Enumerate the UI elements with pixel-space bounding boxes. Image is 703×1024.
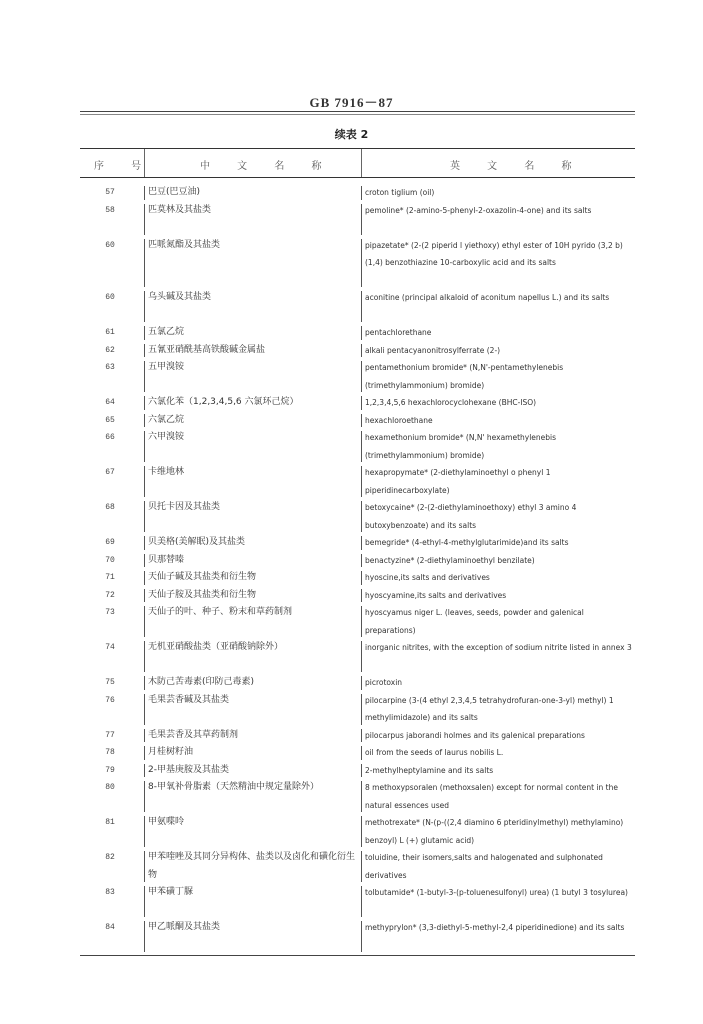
chinese-name: 8-甲氧补骨脂素（天然精油中规定量除外） <box>148 782 319 792</box>
column-divider <box>361 676 362 690</box>
row-number: 84 <box>105 923 115 932</box>
table-row <box>80 237 635 290</box>
row-number: 81 <box>105 818 115 827</box>
column-divider <box>361 204 362 235</box>
column-divider <box>361 764 362 778</box>
chinese-name: 木防己苦毒素(印防己毒素) <box>148 677 255 687</box>
table-row <box>80 779 635 814</box>
column-divider <box>361 729 362 743</box>
row-number: 57 <box>105 188 115 197</box>
chinese-name: 天仙子碱及其盐类和衍生物 <box>148 572 257 582</box>
row-number: 82 <box>105 853 115 862</box>
document-header: GB 7916－87 <box>309 95 394 110</box>
column-divider <box>361 921 362 952</box>
column-divider <box>144 606 145 637</box>
english-name: pentachlorethane <box>365 328 432 337</box>
english-name: hexachloroethane <box>365 415 433 425</box>
row-number: 75 <box>105 678 115 687</box>
table-row <box>80 412 635 430</box>
english-name: methotrexate* (N-(p-((2,4 diamino 6 pteridinylmethyl) methylamino) benzoyl) L (+) glutamic acid) <box>365 818 624 845</box>
column-divider <box>361 361 362 392</box>
column-header-no: 序 号 <box>94 161 154 172</box>
row-number: 66 <box>105 433 115 442</box>
column-divider <box>361 606 362 637</box>
column-divider <box>144 149 145 177</box>
english-name: aconitine (principal alkaloid of aconitum napellus L.) and its salts <box>365 293 610 302</box>
row-number: 67 <box>105 468 115 477</box>
column-divider <box>144 186 145 200</box>
row-number: 78 <box>105 748 115 757</box>
english-name: toluidine, their isomers,salts and halogenated and sulphonated derivatives <box>365 853 603 880</box>
chinese-name: 卡维地林 <box>148 467 185 477</box>
chinese-name: 五甲溴铵 <box>148 362 185 372</box>
table-row <box>80 499 635 534</box>
chinese-name: 五氯乙烷 <box>148 327 185 337</box>
chinese-name: 毛果芸香碱及其盐类 <box>148 694 230 705</box>
chinese-name: 巴豆(巴豆油) <box>148 187 201 197</box>
chinese-name: 匹哌氮酯及其盐类 <box>148 239 221 250</box>
column-divider <box>361 149 362 177</box>
column-divider <box>361 326 362 340</box>
column-divider <box>361 781 362 812</box>
english-name: tolbutamide* (1-butyl-3-(p-toluenesulfonyl) urea) (1 butyl 3 tosylurea) <box>365 888 628 897</box>
table-row <box>80 464 635 499</box>
column-header-en: 英 文 名 称 <box>450 161 584 172</box>
english-name: methyprylon* (3,3-diethyl-5-methyl-2,4 piperidinedione) and its salts <box>365 923 625 932</box>
column-divider <box>361 851 362 882</box>
column-divider <box>144 326 145 340</box>
column-divider <box>144 921 145 952</box>
column-divider <box>144 676 145 690</box>
column-divider <box>361 641 362 672</box>
english-name: croton tiglium (oil) <box>365 188 435 197</box>
row-number: 60 <box>105 240 115 250</box>
chinese-name: 匹莫林及其盐类 <box>148 204 212 215</box>
row-number: 77 <box>105 730 115 740</box>
column-divider <box>144 746 145 760</box>
column-divider <box>361 344 362 358</box>
column-header-cn: 中 文 名 称 <box>200 161 334 172</box>
english-name: pilocarpine (3-(4 ethyl 2,3,4,5 tetrahydrofuran-one-3-yl) methyl) 1 methylimidazole) and its salts <box>365 695 614 722</box>
table-row <box>80 727 635 745</box>
chinese-name: 贝那替嗪 <box>148 554 185 565</box>
chinese-name: 乌头碱及其盐类 <box>148 292 212 302</box>
column-divider <box>144 466 145 497</box>
chinese-name: 五氰亚硝酰基高铁酸碱金属盐 <box>148 344 266 355</box>
table-row <box>80 534 635 552</box>
chinese-name: 贝美格(美解眠)及其盐类 <box>148 537 246 547</box>
table-row <box>80 429 635 464</box>
table-row <box>80 552 635 570</box>
row-number: 83 <box>105 888 115 897</box>
chinese-name: 六氯乙烷 <box>148 414 185 425</box>
footer-rule <box>80 955 635 956</box>
english-name: 2-methylheptylamine and its salts <box>365 765 494 775</box>
column-divider <box>144 536 145 550</box>
row-number: 68 <box>105 503 115 512</box>
english-name: hexapropymate* (2-diethylaminoethyl o phenyl 1 piperidinecarboxylate) <box>365 468 551 495</box>
row-number: 80 <box>105 783 115 792</box>
table-row <box>80 919 635 954</box>
table-row <box>80 569 635 587</box>
column-divider <box>144 204 145 235</box>
column-divider <box>144 414 145 428</box>
column-divider <box>361 694 362 725</box>
table-row <box>80 849 635 884</box>
chinese-name: 天仙子胺及其盐类和衍生物 <box>148 589 257 600</box>
column-divider <box>144 886 145 917</box>
table-row <box>80 884 635 919</box>
english-name: alkali pentacyanonitrosylferrate (2-) <box>365 345 501 355</box>
english-name: 1,2,3,4,5,6 hexachlorocyclohexane (BHC-ISO) <box>365 398 537 407</box>
english-name: bemegride* (4-ethyl-4-methylglutarimide)and its salts <box>365 538 569 547</box>
table-caption: 续表 2 <box>334 128 369 141</box>
table-row <box>80 289 635 324</box>
row-number: 79 <box>105 765 115 775</box>
table-row <box>80 604 635 639</box>
table-row <box>80 744 635 762</box>
column-divider <box>144 851 145 882</box>
row-number: 63 <box>105 363 115 372</box>
column-divider <box>361 886 362 917</box>
english-name: hyoscyamine,its salts and derivatives <box>365 590 507 600</box>
column-divider <box>144 554 145 568</box>
table-row <box>80 359 635 394</box>
column-divider <box>144 816 145 847</box>
table-row <box>80 587 635 605</box>
column-divider <box>144 239 145 288</box>
header-rule <box>80 111 635 115</box>
substance-table <box>80 148 635 932</box>
table-row <box>80 762 635 780</box>
column-divider <box>361 554 362 568</box>
column-divider <box>144 501 145 532</box>
column-divider <box>361 291 362 322</box>
chinese-name: 六甲溴铵 <box>148 432 185 442</box>
column-divider <box>361 746 362 760</box>
english-name: oil from the seeds of laurus nobilis L. <box>365 748 504 757</box>
column-divider <box>144 396 145 410</box>
column-divider <box>361 589 362 603</box>
table-row <box>80 202 635 237</box>
chinese-name: 甲苯喹唑及其同分异构体、盐类以及卤化和磺化衍生物 <box>148 852 356 880</box>
table-row <box>80 184 635 202</box>
column-divider <box>361 239 362 288</box>
table-row <box>80 324 635 342</box>
row-number: 73 <box>105 608 115 617</box>
row-number: 71 <box>105 573 115 582</box>
table-row <box>80 692 635 727</box>
table-row <box>80 394 635 412</box>
table-row <box>80 674 635 692</box>
column-divider <box>144 344 145 358</box>
table-row <box>80 342 635 360</box>
column-divider <box>144 781 145 812</box>
chinese-name: 甲氨喋呤 <box>148 817 185 827</box>
table-row <box>80 639 635 674</box>
english-name: hyoscyamus niger L. (leaves, seeds, powder and galenical preparations) <box>365 608 584 635</box>
english-name: picrotoxin <box>365 678 403 687</box>
english-name: benactyzine* (2-diethylaminoethyl benzilate) <box>365 555 535 565</box>
chinese-name: 毛果芸香及其草药制剂 <box>148 729 239 740</box>
column-divider <box>144 589 145 603</box>
row-number: 72 <box>105 590 115 600</box>
row-number: 74 <box>105 643 115 652</box>
chinese-name: 六氯化苯（1,2,3,4,5,6 六氯环己烷） <box>148 397 299 407</box>
column-divider <box>144 291 145 322</box>
row-number: 69 <box>105 538 115 547</box>
chinese-name: 2-甲基庚胺及其盐类 <box>148 764 229 775</box>
column-divider <box>361 536 362 550</box>
row-number: 58 <box>105 205 115 215</box>
english-name: pipazetate* (2-(2 piperid l yiethoxy) ethyl ester of 10H pyrido (3,2 b)(1,4) benzothiazine 10-carboxylic acid and its salts <box>365 240 623 267</box>
table-header <box>80 149 635 178</box>
column-divider <box>361 396 362 410</box>
column-divider <box>361 816 362 847</box>
row-number: 60 <box>105 293 115 302</box>
row-number: 65 <box>105 415 115 425</box>
column-divider <box>144 641 145 672</box>
row-number: 70 <box>105 555 115 565</box>
chinese-name: 无机亚硝酸盐类（亚硝酸钠除外） <box>148 642 284 652</box>
column-divider <box>144 571 145 585</box>
column-divider <box>361 501 362 532</box>
column-divider <box>361 431 362 462</box>
column-divider <box>144 361 145 392</box>
chinese-name: 贝托卡因及其盐类 <box>148 502 221 512</box>
column-divider <box>144 764 145 778</box>
column-divider <box>144 729 145 743</box>
english-name: inorganic nitrites, with the exception of sodium nitrite listed in annex 3 <box>365 643 632 652</box>
chinese-name: 甲苯磺丁脲 <box>148 887 194 897</box>
row-number: 61 <box>105 328 115 337</box>
chinese-name: 甲乙哌酮及其盐类 <box>148 922 221 932</box>
english-name: pemoline* (2-amino-5-phenyl-2-oxazolin-4-one) and its salts <box>365 205 592 215</box>
column-divider <box>361 466 362 497</box>
row-number: 62 <box>105 345 115 355</box>
column-divider <box>361 414 362 428</box>
english-name: 8 methoxypsoralen (methoxsalen) except for normal content in the natural essences used <box>365 783 618 810</box>
row-number: 76 <box>105 695 115 705</box>
english-name: hyoscine,its salts and derivatives <box>365 573 490 582</box>
chinese-name: 天仙子的叶、种子、粉末和草药制剂 <box>148 607 293 617</box>
column-divider <box>144 694 145 725</box>
english-name: pentamethonium bromide* (N,N'-pentamethylenebis (trimethylammonium) bromide) <box>365 363 564 390</box>
row-number: 64 <box>105 398 115 407</box>
english-name: pilocarpus jaborandi holmes and its galenical preparations <box>365 730 585 740</box>
column-divider <box>361 571 362 585</box>
column-divider <box>144 431 145 462</box>
table-row <box>80 814 635 849</box>
column-divider <box>361 186 362 200</box>
chinese-name: 月桂树籽油 <box>148 747 194 757</box>
english-name: hexamethonium bromide* (N,N' hexamethylenebis (trimethylammonium) bromide) <box>365 433 557 460</box>
english-name: betoxycaine* (2-(2-diethylaminoethoxy) ethyl 3 amino 4 butoxybenzoate) and its salts <box>365 503 577 530</box>
